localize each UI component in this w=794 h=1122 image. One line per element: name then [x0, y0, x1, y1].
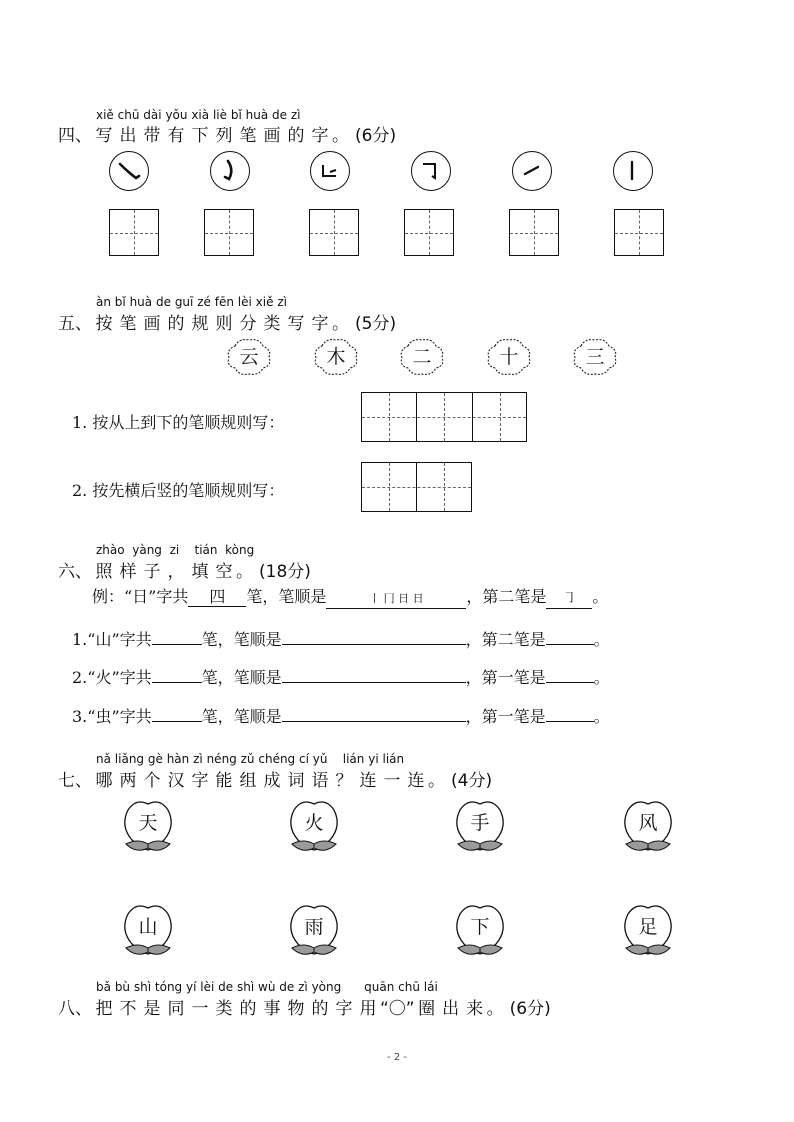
q5-title: 五、 按 笔 画 的 规 则 分 类 写 字 。 (5分): [58, 314, 397, 334]
page-number: - 2 -: [387, 1052, 407, 1063]
stroke-circle-1: [109, 151, 149, 191]
tianzi-grid-4[interactable]: [404, 209, 454, 256]
stroke-circle-3: [310, 151, 350, 191]
peach-top-1[interactable]: 天: [118, 796, 178, 862]
flower-char-1: 云: [225, 336, 273, 378]
stroke-na-icon: [110, 152, 147, 189]
stroke-circle-4: [411, 151, 451, 191]
example-order-blank: 丨 冂 日 日: [326, 590, 466, 609]
row2-order-blank[interactable]: [282, 664, 466, 683]
q6-title: 六、 照 样 子 ， 填 空 。 (18分): [58, 562, 311, 582]
tianzi-grid-5[interactable]: [509, 209, 559, 256]
stroke-ti-icon: [513, 152, 550, 189]
stroke-shu-icon: [614, 152, 651, 189]
tianzi-grid-6[interactable]: [614, 209, 664, 256]
flower-char-3: 二: [398, 336, 446, 378]
q6-example: 例：“日”字共 四 笔，笔顺是 丨 冂 日 日 ，第二笔是 ㇆ 。: [92, 584, 608, 609]
tianzi-grid-1[interactable]: [109, 209, 159, 256]
q5-pinyin: àn bǐ huà de guī zé fēn lèi xiě zì: [96, 295, 287, 309]
row1-stroke-blank[interactable]: [546, 626, 594, 645]
q7-title: 七、 哪 两 个 汉 字 能 组 成 词 语 ？ 连 一 连 。 (4分): [58, 771, 493, 791]
peach-bottom-3[interactable]: 下: [450, 900, 510, 966]
tianzi-grid-2[interactable]: [204, 209, 254, 256]
q8-pinyin: bǎ bù shì tóng yí lèi de shì wù de zì yòng quān chū lái: [96, 980, 438, 994]
row3-order-blank[interactable]: [282, 703, 466, 722]
q8-title: 八、 把 不 是 同 一 类 的 事 物 的 字 用 “〇” 圈 出 来 。 (6分): [58, 999, 551, 1019]
row2-count-blank[interactable]: [152, 664, 202, 683]
row1-count-blank[interactable]: [152, 626, 202, 645]
q5-item-1-label: 1. 按从上到下的笔顺规则写：: [72, 413, 285, 432]
q7-pinyin: nǎ liǎng gè hàn zì néng zǔ chéng cí yǔ lián yi lián: [96, 752, 405, 766]
q5-answer-grid-1[interactable]: [361, 392, 527, 442]
q6-row-3: 3.“虫”字共 笔，笔顺是 ，第一笔是 。: [72, 703, 610, 727]
peach-top-4[interactable]: 风: [618, 796, 678, 862]
row3-count-blank[interactable]: [152, 703, 202, 722]
q6-row-2: 2.“火”字共 笔，笔顺是 ，第一笔是 。: [72, 664, 610, 688]
row3-stroke-blank[interactable]: [546, 703, 594, 722]
q4-pinyin: xiě chū dài yǒu xià liè bǐ huà de zì: [96, 108, 301, 122]
peach-bottom-2[interactable]: 雨: [284, 900, 344, 966]
flower-char-4: 十: [485, 336, 533, 378]
example-second-blank: ㇆: [546, 590, 592, 609]
peach-top-2[interactable]: 火: [284, 796, 344, 862]
q4-title: 四、 写 出 带 有 下 列 笔 画 的 字 。 (6分): [58, 126, 397, 146]
row2-stroke-blank[interactable]: [546, 664, 594, 683]
q5-item-2-label: 2. 按先横后竖的笔顺规则写：: [72, 481, 285, 500]
stroke-wangou-icon: [211, 152, 248, 189]
peach-bottom-1[interactable]: 山: [118, 900, 178, 966]
peach-top-3[interactable]: 手: [450, 796, 510, 862]
stroke-hengzhegou-icon: [412, 152, 449, 189]
q6-pinyin: zhào yàng zi tián kòng: [96, 543, 255, 557]
peach-bottom-4[interactable]: 足: [618, 900, 678, 966]
tianzi-grid-3[interactable]: [309, 209, 359, 256]
stroke-circle-6: [613, 151, 653, 191]
row1-order-blank[interactable]: [282, 626, 466, 645]
flower-char-2: 木: [312, 336, 360, 378]
example-count-blank: 四: [188, 588, 246, 607]
stroke-circle-2: [210, 151, 250, 191]
stroke-shuti-icon: [311, 152, 348, 189]
q5-answer-grid-2[interactable]: [361, 462, 472, 512]
stroke-circle-5: [512, 151, 552, 191]
flower-char-5: 三: [571, 336, 619, 378]
q6-row-1: 1.“山”字共 笔，笔顺是 ，第二笔是 。: [72, 626, 610, 650]
